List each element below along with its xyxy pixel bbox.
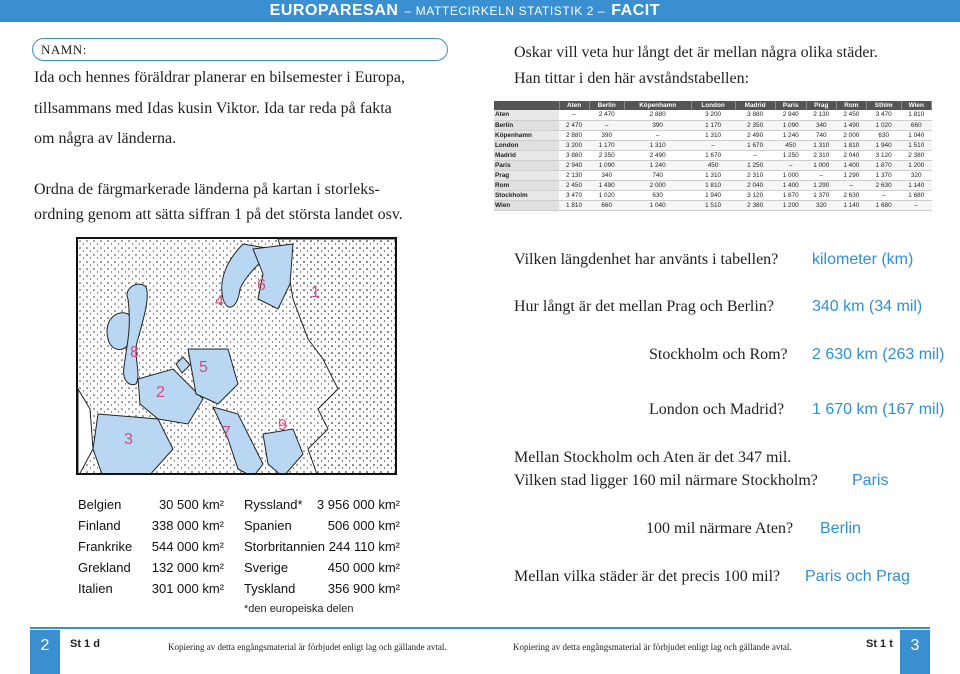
table-cell: 1 250 (735, 160, 775, 170)
table-cell: 320 (901, 170, 931, 180)
row-header: Prag (494, 170, 559, 180)
country-area: 30 500 km² (158, 497, 224, 512)
table-cell: 1 940 (866, 140, 901, 150)
europe-map (76, 237, 397, 475)
list-item (78, 497, 121, 512)
table-row (494, 170, 932, 180)
table-cell: 2 040 (836, 150, 866, 160)
table-cell: 2 380 (735, 200, 775, 210)
table-cell: – (589, 120, 624, 130)
list-item (244, 518, 292, 533)
country-area: 356 900 km² (327, 581, 400, 596)
country-area: 506 000 km² (327, 518, 400, 533)
map-number-2: 2 (156, 384, 165, 401)
table-cell: 1 140 (836, 200, 866, 210)
table-cell: 1 290 (836, 170, 866, 180)
table-cell: 740 (624, 170, 691, 180)
table-cell: 1 090 (775, 120, 806, 130)
answer-closer-stockholm: Paris (852, 472, 889, 489)
column-header: Sthlm (866, 101, 901, 110)
map-number-4: 4 (215, 293, 224, 310)
table-row (494, 120, 932, 130)
table-cell: 450 (775, 140, 806, 150)
table-cell: 1 400 (836, 160, 866, 170)
column-header: Paris (775, 101, 806, 110)
table-cell: 1 400 (775, 180, 806, 190)
table-cell: 2 940 (775, 110, 806, 120)
table-cell: 1 670 (735, 140, 775, 150)
table-cell: 2 380 (901, 150, 931, 160)
row-header: Stockholm (494, 190, 559, 200)
table-cell: 1 290 (806, 180, 836, 190)
table-cell: 390 (624, 120, 691, 130)
row-header: Rom (494, 180, 559, 190)
table-cell: 630 (866, 130, 901, 140)
table-cell: – (775, 160, 806, 170)
question-stockholm-rom: Stockholm och Rom? (649, 346, 788, 363)
table-row (494, 130, 932, 140)
footer-code-right: St 1 t (866, 638, 893, 650)
footer-rule (30, 627, 930, 629)
table-row (494, 190, 932, 200)
table-row (494, 180, 932, 190)
table-cell: 1 170 (691, 120, 735, 130)
copyright-left: Kopiering av detta engångsmaterial är förbjudet enligt lag och gällande avtal. (168, 642, 447, 652)
column-header: Rom (836, 101, 866, 110)
table-cell: – (866, 190, 901, 200)
header-title (270, 2, 660, 20)
table-cell: 660 (901, 120, 931, 130)
table-cell: 2 000 (836, 130, 866, 140)
table-cell: 1 810 (836, 140, 866, 150)
name-field[interactable] (32, 38, 448, 61)
copyright-right: Kopiering av detta engångsmaterial är förbjudet enligt lag och gällande avtal. (513, 642, 792, 652)
table-cell: 2 040 (735, 180, 775, 190)
table-cell: 1 310 (691, 170, 735, 180)
table-cell: – (735, 150, 775, 160)
table-cell: 1 310 (691, 130, 735, 140)
footer-code-left: St 1 d (70, 638, 100, 650)
row-header: London (494, 140, 559, 150)
table-cell: 2 350 (735, 120, 775, 130)
table-cell: 3 200 (559, 140, 589, 150)
table-cell: 1 940 (691, 190, 735, 200)
column-header: Madrid (735, 101, 775, 110)
table-cell: 1 040 (624, 200, 691, 210)
row-header: Madrid (494, 150, 559, 160)
table-cell: 1 240 (775, 130, 806, 140)
table-cell: 1 090 (589, 160, 624, 170)
row-header: Paris (494, 160, 559, 170)
column-header: Aten (559, 101, 589, 110)
intro-line-2: tillsammans med Idas kusin Viktor. Ida tar reda på fakta (34, 100, 392, 117)
answer-london-madrid: 1 670 km (167 mil) (812, 401, 945, 418)
table-cell: 1 250 (775, 150, 806, 160)
country-name: Grekland (78, 560, 131, 575)
table-cell: 740 (806, 130, 836, 140)
column-header (494, 101, 559, 110)
table-body (494, 110, 932, 210)
table-cell: 2 000 (624, 180, 691, 190)
table-cell: 1 680 (901, 190, 931, 200)
table-cell: 2 880 (559, 130, 589, 140)
table-cell: 660 (589, 200, 624, 210)
question-100-mil: Mellan vilka städer är det precis 100 mil? (514, 568, 781, 585)
table-cell: 1 310 (806, 140, 836, 150)
table-row (494, 150, 932, 160)
row-header: Aten (494, 110, 559, 120)
list-item (78, 581, 113, 596)
table-cell: 3 880 (559, 150, 589, 160)
country-name: Frankrike (78, 539, 133, 554)
table-cell: 1 870 (866, 160, 901, 170)
table-cell: 2 470 (559, 120, 589, 130)
table-cell: 3 120 (866, 150, 901, 160)
table-cell: 1 810 (901, 110, 931, 120)
list-item (78, 518, 121, 533)
table-cell: 1 490 (836, 120, 866, 130)
question-prag-berlin: Hur långt är det mellan Prag och Berlin? (514, 298, 774, 315)
intro-line-1: Ida och hennes föräldrar planerar en bilsemester i Europa, (34, 69, 405, 86)
table-cell: 3 120 (735, 190, 775, 200)
page-number-left: 2 (30, 630, 60, 674)
intro-line-3: om några av länderna. (34, 130, 177, 147)
country-name: Belgien (78, 497, 122, 512)
country-area: 132 000 km² (151, 560, 224, 575)
instruction-line-2: ordning genom att sätta siffran 1 på det största landet osv. (34, 206, 403, 223)
table-cell: 2 350 (589, 150, 624, 160)
table-row (494, 200, 932, 210)
answer-closer-aten: Berlin (820, 520, 861, 537)
country-area: 544 000 km² (151, 539, 224, 554)
row-header: Wien (494, 200, 559, 210)
map-number-8: 8 (130, 344, 139, 361)
table-cell: 1 490 (589, 180, 624, 190)
table-row (494, 140, 932, 150)
table-cell: 3 470 (559, 190, 589, 200)
table-cell: 1 870 (775, 190, 806, 200)
column-header: London (691, 101, 735, 110)
table-cell: 1 200 (901, 160, 931, 170)
table-cell: 2 450 (559, 180, 589, 190)
table-cell: 2 450 (836, 110, 866, 120)
table-cell: 1 680 (866, 200, 901, 210)
country-name: Italien (78, 581, 113, 596)
question-unit: Vilken längdenhet har använts i tabellen? (514, 251, 779, 268)
table-cell: 1 000 (806, 160, 836, 170)
country-area: 3 956 000 km² (316, 497, 400, 512)
right-intro-2: Han tittar i den här avståndstabellen: (514, 70, 750, 87)
table-cell: 1 040 (901, 130, 931, 140)
country-area: 244 110 km² (328, 539, 400, 554)
name-label: NAMN: (41, 42, 87, 57)
mid-text-2: Vilken stad ligger 160 mil närmare Stockholm? (514, 472, 818, 489)
table-row (494, 110, 932, 120)
table-cell: 1 000 (775, 170, 806, 180)
list-item (244, 560, 288, 575)
column-header: Prag (806, 101, 836, 110)
table-cell: 2 310 (735, 170, 775, 180)
column-header: Köpenhamn (624, 101, 691, 110)
answer-100-mil: Paris och Prag (805, 568, 910, 585)
country-name: Spanien (244, 518, 292, 533)
country-name: Sverige (244, 560, 289, 575)
table-cell: 1 670 (691, 150, 735, 160)
table-cell: – (836, 180, 866, 190)
table-cell: 2 470 (589, 110, 624, 120)
country-name: Ryssland* (244, 497, 303, 512)
right-intro-1: Oskar vill veta hur långt det är mellan några olika städer. (514, 44, 878, 61)
footnote: *den europeiska delen (244, 603, 354, 615)
distance-table (494, 101, 932, 211)
row-header: Köpenhamn (494, 130, 559, 140)
table-cell: – (806, 170, 836, 180)
map-number-9: 9 (278, 417, 287, 434)
map-number-7: 7 (222, 424, 231, 441)
table-cell: 2 130 (806, 110, 836, 120)
table-cell: 1 510 (901, 140, 931, 150)
table-cell: 2 310 (806, 150, 836, 160)
map-number-1: 1 (311, 284, 320, 301)
table-cell: 1 510 (691, 200, 735, 210)
mid-text-1: Mellan Stockholm och Aten är det 347 mil. (514, 449, 792, 466)
answer-unit: kilometer (km) (812, 251, 914, 268)
table-cell: 2 490 (624, 150, 691, 160)
table-cell: 1 200 (775, 200, 806, 210)
table-cell: 320 (806, 200, 836, 210)
header-subtitle: – MATTECIRKELN STATISTIK 2 – (404, 4, 606, 18)
column-header: Berlin (589, 101, 624, 110)
column-header: Wien (901, 101, 931, 110)
map-number-6: 6 (257, 277, 266, 294)
table-cell: 3 880 (735, 110, 775, 120)
table-cell: 1 170 (589, 140, 624, 150)
table-cell: 450 (691, 160, 735, 170)
question-london-madrid: London och Madrid? (649, 401, 785, 418)
table-cell: 3 470 (866, 110, 901, 120)
table-cell: 2 490 (735, 130, 775, 140)
list-item (244, 581, 295, 596)
table-cell: 1 370 (866, 170, 901, 180)
table-cell: 2 630 (836, 190, 866, 200)
map-number-3: 3 (124, 431, 133, 448)
table-row (494, 160, 932, 170)
page-number-right: 3 (900, 630, 930, 674)
country-area: 301 000 km² (151, 581, 224, 596)
table-cell: 1 140 (901, 180, 931, 190)
answer-stockholm-rom: 2 630 km (263 mil) (812, 346, 945, 363)
table-cell: – (624, 130, 691, 140)
list-item (244, 497, 303, 512)
table-cell: 2 630 (866, 180, 901, 190)
country-area: 450 000 km² (327, 560, 400, 575)
table-header-row (494, 101, 932, 110)
table-cell: 1 310 (624, 140, 691, 150)
country-name: Tyskland (244, 581, 296, 596)
table-cell: 340 (806, 120, 836, 130)
table-cell: – (691, 140, 735, 150)
country-name: Storbritannien (244, 539, 325, 554)
map-number-5: 5 (199, 359, 208, 376)
table-cell: – (559, 110, 589, 120)
table-cell: – (901, 200, 931, 210)
table-cell: 390 (589, 130, 624, 140)
header-main: EUROPARESAN (269, 2, 399, 19)
table-cell: 1 370 (806, 190, 836, 200)
country-name: Finland (78, 518, 121, 533)
table-cell: 1 020 (866, 120, 901, 130)
table-cell: 1 020 (589, 190, 624, 200)
answer-prag-berlin: 340 km (34 mil) (812, 298, 923, 315)
table-cell: 1 810 (691, 180, 735, 190)
table-cell: 1 240 (624, 160, 691, 170)
table-cell: 1 810 (559, 200, 589, 210)
table-cell: 2 940 (559, 160, 589, 170)
row-header: Berlin (494, 120, 559, 130)
header-tag: FACIT (611, 2, 660, 19)
table-cell: 2 880 (624, 110, 691, 120)
table-cell: 630 (624, 190, 691, 200)
table-cell: 2 130 (559, 170, 589, 180)
country-area: 338 000 km² (151, 518, 224, 533)
table-cell: 3 200 (691, 110, 735, 120)
table-cell: 340 (589, 170, 624, 180)
instruction-line-1: Ordna de färgmarkerade länderna på kartan i storleks- (34, 181, 380, 198)
question-closer-aten: 100 mil närmare Aten? (646, 520, 794, 537)
